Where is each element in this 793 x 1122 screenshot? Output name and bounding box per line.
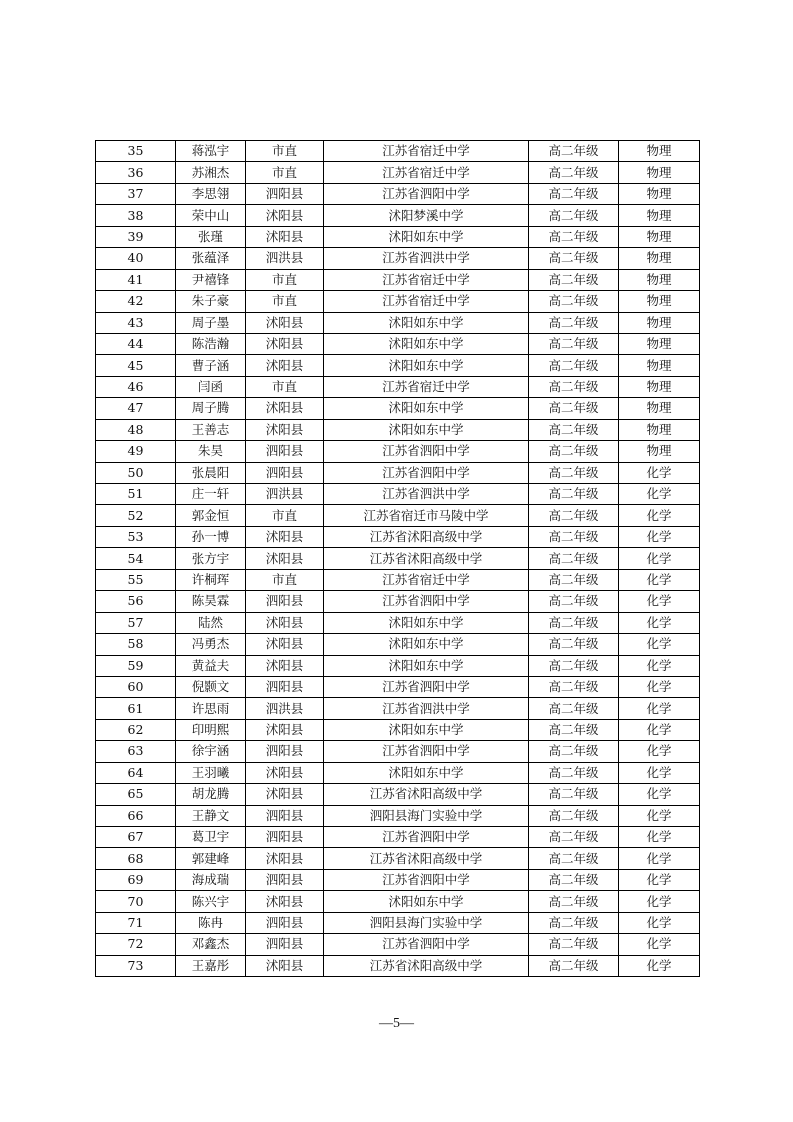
student-name-cell: 张方宇 (176, 548, 246, 569)
table-row (96, 934, 700, 955)
table-row (96, 869, 700, 890)
school-cell: 江苏省沭阳高级中学 (324, 548, 529, 569)
row-number-cell: 70 (96, 891, 176, 912)
district-cell: 泗阳县 (246, 741, 324, 762)
grade-cell: 高二年级 (529, 441, 619, 462)
table-row (96, 891, 700, 912)
district-cell: 市直 (246, 269, 324, 290)
school-cell: 江苏省泗阳中学 (324, 934, 529, 955)
row-number-cell: 72 (96, 934, 176, 955)
district-cell: 沭阳县 (246, 398, 324, 419)
student-name-cell: 周子墨 (176, 312, 246, 333)
row-number-cell: 64 (96, 762, 176, 783)
student-name-cell: 孙一博 (176, 526, 246, 547)
school-cell: 江苏省沭阳高级中学 (324, 955, 529, 976)
district-cell: 市直 (246, 162, 324, 183)
student-name-cell: 张晨阳 (176, 462, 246, 483)
student-name-cell: 邓鑫杰 (176, 934, 246, 955)
subject-cell: 化学 (619, 591, 700, 612)
table-row (96, 333, 700, 354)
student-name-cell: 郭金恒 (176, 505, 246, 526)
grade-cell: 高二年级 (529, 934, 619, 955)
school-cell: 沭阳如东中学 (324, 655, 529, 676)
table-row (96, 462, 700, 483)
student-name-cell: 张瑾 (176, 226, 246, 247)
student-name-cell: 葛卫宇 (176, 827, 246, 848)
grade-cell: 高二年级 (529, 355, 619, 376)
school-cell: 江苏省宿迁中学 (324, 569, 529, 590)
subject-cell: 物理 (619, 291, 700, 312)
grade-cell: 高二年级 (529, 762, 619, 783)
student-name-cell: 黄益夫 (176, 655, 246, 676)
row-number-cell: 46 (96, 376, 176, 397)
row-number-cell: 65 (96, 784, 176, 805)
district-cell: 泗阳县 (246, 591, 324, 612)
student-name-cell: 苏湘杰 (176, 162, 246, 183)
row-number-cell: 54 (96, 548, 176, 569)
grade-cell: 高二年级 (529, 291, 619, 312)
grade-cell: 高二年级 (529, 741, 619, 762)
grade-cell: 高二年级 (529, 333, 619, 354)
row-number-cell: 47 (96, 398, 176, 419)
row-number-cell: 52 (96, 505, 176, 526)
table-row (96, 312, 700, 333)
grade-cell: 高二年级 (529, 805, 619, 826)
grade-cell: 高二年级 (529, 655, 619, 676)
district-cell: 沭阳县 (246, 333, 324, 354)
row-number-cell: 71 (96, 912, 176, 933)
school-cell: 江苏省宿迁中学 (324, 291, 529, 312)
table-row (96, 526, 700, 547)
table-row (96, 205, 700, 226)
row-number-cell: 61 (96, 698, 176, 719)
table-row (96, 569, 700, 590)
student-name-cell: 蒋泓宇 (176, 141, 246, 162)
student-name-cell: 陈昊霖 (176, 591, 246, 612)
grade-cell: 高二年级 (529, 891, 619, 912)
school-cell: 沭阳如东中学 (324, 891, 529, 912)
school-cell: 江苏省泗阳中学 (324, 462, 529, 483)
table-row (96, 376, 700, 397)
table-row (96, 505, 700, 526)
table-row (96, 762, 700, 783)
school-cell: 江苏省泗阳中学 (324, 676, 529, 697)
school-cell: 江苏省泗阳中学 (324, 869, 529, 890)
student-name-cell: 徐宇涵 (176, 741, 246, 762)
page-number: —5— (379, 1016, 414, 1031)
row-number-cell: 59 (96, 655, 176, 676)
grade-cell: 高二年级 (529, 698, 619, 719)
subject-cell: 物理 (619, 183, 700, 204)
district-cell: 沭阳县 (246, 419, 324, 440)
table-row (96, 805, 700, 826)
district-cell: 沭阳县 (246, 226, 324, 247)
grade-cell: 高二年级 (529, 484, 619, 505)
district-cell: 市直 (246, 376, 324, 397)
district-cell: 沭阳县 (246, 612, 324, 633)
student-name-cell: 王嘉彤 (176, 955, 246, 976)
student-name-cell: 朱子豪 (176, 291, 246, 312)
district-cell: 泗洪县 (246, 698, 324, 719)
district-cell: 沭阳县 (246, 355, 324, 376)
table-row (96, 162, 700, 183)
school-cell: 江苏省沭阳高级中学 (324, 848, 529, 869)
table-row (96, 591, 700, 612)
subject-cell: 物理 (619, 269, 700, 290)
district-cell: 泗阳县 (246, 805, 324, 826)
subject-cell: 化学 (619, 612, 700, 633)
student-name-cell: 王静文 (176, 805, 246, 826)
grade-cell: 高二年级 (529, 869, 619, 890)
district-cell: 泗阳县 (246, 934, 324, 955)
student-name-cell: 李思翎 (176, 183, 246, 204)
student-name-cell: 陆然 (176, 612, 246, 633)
table-row (96, 355, 700, 376)
subject-cell: 化学 (619, 505, 700, 526)
student-name-cell: 冯勇杰 (176, 634, 246, 655)
table-row (96, 183, 700, 204)
student-name-cell: 王善志 (176, 419, 246, 440)
subject-cell: 物理 (619, 141, 700, 162)
school-cell: 江苏省宿迁市马陵中学 (324, 505, 529, 526)
row-number-cell: 45 (96, 355, 176, 376)
subject-cell: 物理 (619, 312, 700, 333)
district-cell: 沭阳县 (246, 205, 324, 226)
row-number-cell: 42 (96, 291, 176, 312)
table-row (96, 784, 700, 805)
school-cell: 沭阳如东中学 (324, 333, 529, 354)
table-row (96, 827, 700, 848)
school-cell: 沭阳如东中学 (324, 419, 529, 440)
school-cell: 沭阳如东中学 (324, 762, 529, 783)
district-cell: 市直 (246, 291, 324, 312)
row-number-cell: 62 (96, 719, 176, 740)
row-number-cell: 57 (96, 612, 176, 633)
grade-cell: 高二年级 (529, 162, 619, 183)
school-cell: 江苏省泗阳中学 (324, 591, 529, 612)
row-number-cell: 48 (96, 419, 176, 440)
district-cell: 沭阳县 (246, 762, 324, 783)
grade-cell: 高二年级 (529, 676, 619, 697)
row-number-cell: 53 (96, 526, 176, 547)
student-name-cell: 海成瑞 (176, 869, 246, 890)
grade-cell: 高二年级 (529, 634, 619, 655)
school-cell: 沭阳如东中学 (324, 634, 529, 655)
district-cell: 泗阳县 (246, 827, 324, 848)
table-row (96, 848, 700, 869)
school-cell: 江苏省泗洪中学 (324, 698, 529, 719)
table-row (96, 419, 700, 440)
subject-cell: 化学 (619, 912, 700, 933)
table-row (96, 912, 700, 933)
grade-cell: 高二年级 (529, 848, 619, 869)
student-name-cell: 周子腾 (176, 398, 246, 419)
row-number-cell: 51 (96, 484, 176, 505)
row-number-cell: 73 (96, 955, 176, 976)
subject-cell: 物理 (619, 333, 700, 354)
student-name-cell: 闫函 (176, 376, 246, 397)
grade-cell: 高二年级 (529, 312, 619, 333)
table-row (96, 248, 700, 269)
school-cell: 沭阳如东中学 (324, 226, 529, 247)
subject-cell: 化学 (619, 484, 700, 505)
table-row (96, 955, 700, 976)
subject-cell: 化学 (619, 848, 700, 869)
school-cell: 江苏省泗阳中学 (324, 827, 529, 848)
district-cell: 沭阳县 (246, 548, 324, 569)
student-name-cell: 朱昊 (176, 441, 246, 462)
district-cell: 泗洪县 (246, 484, 324, 505)
subject-cell: 化学 (619, 869, 700, 890)
table-row (96, 398, 700, 419)
district-cell: 沭阳县 (246, 634, 324, 655)
subject-cell: 化学 (619, 676, 700, 697)
row-number-cell: 67 (96, 827, 176, 848)
school-cell: 沭阳如东中学 (324, 398, 529, 419)
roster-table-body (96, 141, 700, 977)
district-cell: 泗阳县 (246, 462, 324, 483)
subject-cell: 化学 (619, 719, 700, 740)
row-number-cell: 41 (96, 269, 176, 290)
grade-cell: 高二年级 (529, 183, 619, 204)
district-cell: 市直 (246, 569, 324, 590)
row-number-cell: 60 (96, 676, 176, 697)
row-number-cell: 55 (96, 569, 176, 590)
table-row (96, 141, 700, 162)
student-name-cell: 倪颢文 (176, 676, 246, 697)
grade-cell: 高二年级 (529, 419, 619, 440)
school-cell: 沭阳如东中学 (324, 719, 529, 740)
subject-cell: 物理 (619, 355, 700, 376)
school-cell: 江苏省泗阳中学 (324, 741, 529, 762)
student-name-cell: 庄一轩 (176, 484, 246, 505)
subject-cell: 化学 (619, 462, 700, 483)
grade-cell: 高二年级 (529, 612, 619, 633)
row-number-cell: 38 (96, 205, 176, 226)
student-name-cell: 陈冉 (176, 912, 246, 933)
row-number-cell: 69 (96, 869, 176, 890)
table-row (96, 612, 700, 633)
school-cell: 江苏省宿迁中学 (324, 141, 529, 162)
student-name-cell: 胡龙腾 (176, 784, 246, 805)
school-cell: 江苏省泗阳中学 (324, 183, 529, 204)
subject-cell: 物理 (619, 248, 700, 269)
district-cell: 沭阳县 (246, 955, 324, 976)
row-number-cell: 56 (96, 591, 176, 612)
row-number-cell: 58 (96, 634, 176, 655)
subject-cell: 化学 (619, 634, 700, 655)
table-row (96, 676, 700, 697)
subject-cell: 化学 (619, 784, 700, 805)
table-row (96, 441, 700, 462)
row-number-cell: 66 (96, 805, 176, 826)
grade-cell: 高二年级 (529, 205, 619, 226)
row-number-cell: 49 (96, 441, 176, 462)
subject-cell: 化学 (619, 955, 700, 976)
row-number-cell: 43 (96, 312, 176, 333)
subject-cell: 物理 (619, 441, 700, 462)
subject-cell: 物理 (619, 376, 700, 397)
row-number-cell: 40 (96, 248, 176, 269)
subject-cell: 物理 (619, 205, 700, 226)
district-cell: 市直 (246, 141, 324, 162)
school-cell: 江苏省宿迁中学 (324, 162, 529, 183)
subject-cell: 化学 (619, 655, 700, 676)
subject-cell: 化学 (619, 569, 700, 590)
table-row (96, 698, 700, 719)
school-cell: 江苏省泗洪中学 (324, 484, 529, 505)
school-cell: 江苏省宿迁中学 (324, 376, 529, 397)
district-cell: 泗洪县 (246, 248, 324, 269)
subject-cell: 物理 (619, 162, 700, 183)
table-row (96, 226, 700, 247)
student-name-cell: 许桐珲 (176, 569, 246, 590)
table-row (96, 269, 700, 290)
district-cell: 沭阳县 (246, 312, 324, 333)
subject-cell: 化学 (619, 827, 700, 848)
district-cell: 泗阳县 (246, 441, 324, 462)
roster-table (95, 140, 700, 977)
school-cell: 江苏省沭阳高级中学 (324, 526, 529, 547)
subject-cell: 物理 (619, 226, 700, 247)
subject-cell: 化学 (619, 741, 700, 762)
subject-cell: 化学 (619, 891, 700, 912)
district-cell: 泗阳县 (246, 869, 324, 890)
student-name-cell: 荣中山 (176, 205, 246, 226)
row-number-cell: 35 (96, 141, 176, 162)
school-cell: 江苏省泗洪中学 (324, 248, 529, 269)
school-cell: 江苏省沭阳高级中学 (324, 784, 529, 805)
school-cell: 江苏省泗阳中学 (324, 441, 529, 462)
district-cell: 沭阳县 (246, 655, 324, 676)
student-name-cell: 陈浩瀚 (176, 333, 246, 354)
table-row (96, 548, 700, 569)
district-cell: 沭阳县 (246, 719, 324, 740)
grade-cell: 高二年级 (529, 955, 619, 976)
row-number-cell: 50 (96, 462, 176, 483)
school-cell: 沭阳如东中学 (324, 312, 529, 333)
grade-cell: 高二年级 (529, 505, 619, 526)
row-number-cell: 63 (96, 741, 176, 762)
school-cell: 沭阳如东中学 (324, 355, 529, 376)
subject-cell: 化学 (619, 934, 700, 955)
district-cell: 泗阳县 (246, 676, 324, 697)
student-name-cell: 尹禧锋 (176, 269, 246, 290)
grade-cell: 高二年级 (529, 226, 619, 247)
grade-cell: 高二年级 (529, 526, 619, 547)
grade-cell: 高二年级 (529, 827, 619, 848)
row-number-cell: 36 (96, 162, 176, 183)
student-name-cell: 王羽曦 (176, 762, 246, 783)
row-number-cell: 39 (96, 226, 176, 247)
subject-cell: 物理 (619, 398, 700, 419)
school-cell: 江苏省宿迁中学 (324, 269, 529, 290)
row-number-cell: 68 (96, 848, 176, 869)
school-cell: 沭阳如东中学 (324, 612, 529, 633)
table-row (96, 291, 700, 312)
row-number-cell: 44 (96, 333, 176, 354)
grade-cell: 高二年级 (529, 912, 619, 933)
grade-cell: 高二年级 (529, 591, 619, 612)
district-cell: 泗阳县 (246, 183, 324, 204)
grade-cell: 高二年级 (529, 398, 619, 419)
subject-cell: 化学 (619, 548, 700, 569)
district-cell: 市直 (246, 505, 324, 526)
student-name-cell: 陈兴宇 (176, 891, 246, 912)
grade-cell: 高二年级 (529, 376, 619, 397)
student-name-cell: 郭建峰 (176, 848, 246, 869)
district-cell: 沭阳县 (246, 891, 324, 912)
subject-cell: 物理 (619, 419, 700, 440)
district-cell: 沭阳县 (246, 848, 324, 869)
district-cell: 沭阳县 (246, 526, 324, 547)
grade-cell: 高二年级 (529, 569, 619, 590)
table-row (96, 741, 700, 762)
table-row (96, 719, 700, 740)
subject-cell: 化学 (619, 762, 700, 783)
grade-cell: 高二年级 (529, 248, 619, 269)
district-cell: 沭阳县 (246, 784, 324, 805)
table-row (96, 655, 700, 676)
table-row (96, 634, 700, 655)
subject-cell: 化学 (619, 698, 700, 719)
grade-cell: 高二年级 (529, 548, 619, 569)
grade-cell: 高二年级 (529, 784, 619, 805)
table-row (96, 484, 700, 505)
school-cell: 泗阳县海门实验中学 (324, 805, 529, 826)
grade-cell: 高二年级 (529, 719, 619, 740)
subject-cell: 化学 (619, 805, 700, 826)
student-name-cell: 许思雨 (176, 698, 246, 719)
subject-cell: 化学 (619, 526, 700, 547)
student-name-cell: 印明熙 (176, 719, 246, 740)
grade-cell: 高二年级 (529, 269, 619, 290)
district-cell: 泗阳县 (246, 912, 324, 933)
student-name-cell: 张蕴泽 (176, 248, 246, 269)
row-number-cell: 37 (96, 183, 176, 204)
student-name-cell: 曹子涵 (176, 355, 246, 376)
school-cell: 沭阳梦溪中学 (324, 205, 529, 226)
school-cell: 泗阳县海门实验中学 (324, 912, 529, 933)
grade-cell: 高二年级 (529, 141, 619, 162)
grade-cell: 高二年级 (529, 462, 619, 483)
